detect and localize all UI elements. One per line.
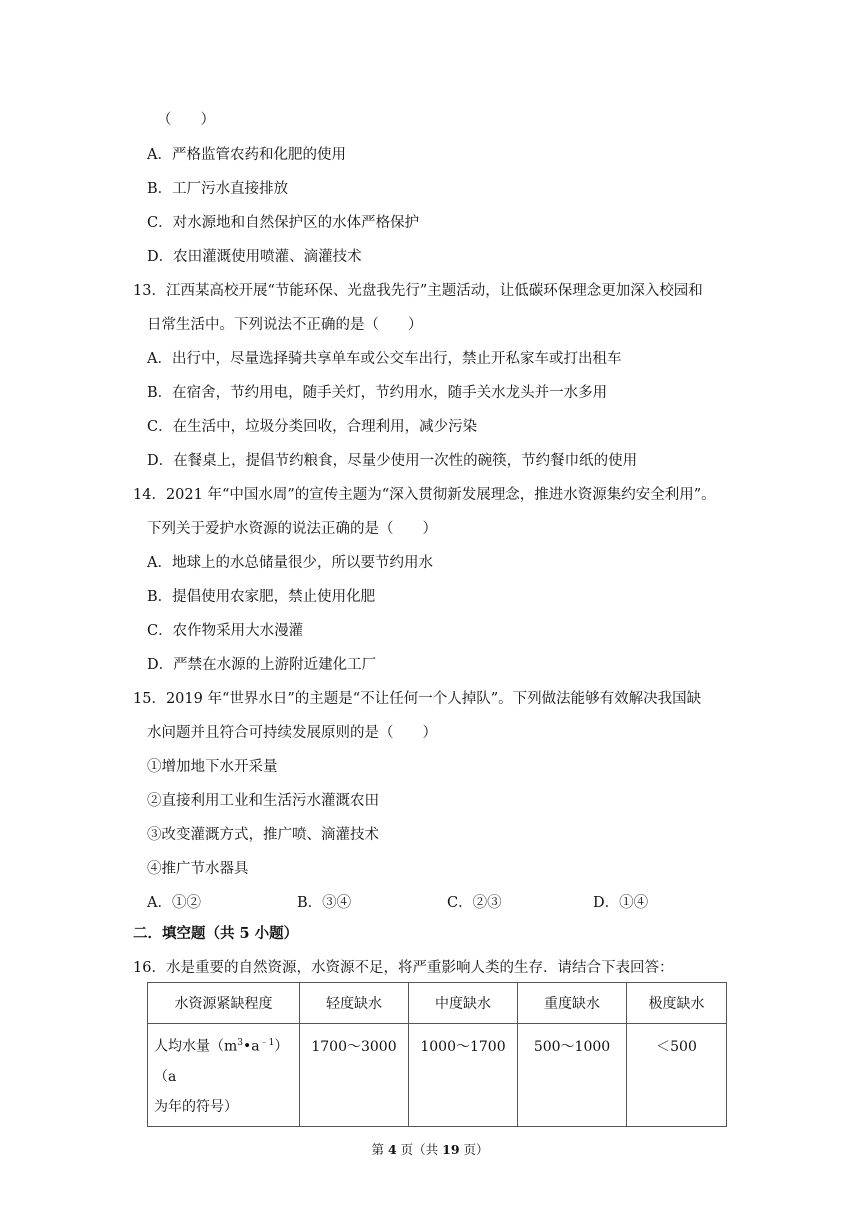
water-scarcity-table (147, 982, 727, 1127)
q12-bracket: （ ） (157, 112, 215, 128)
table-header-cell: 中度缺水 (409, 983, 518, 1024)
row-label-superscript: 3 (237, 1038, 244, 1048)
q16-stem: 16．水是重要的自然资源，水资源不足，将严重影响人类的生存．请结合下表回答： (133, 960, 674, 976)
q15-stem-line2: 水问题并且符合可持续发展原则的是（ ） (147, 725, 437, 741)
q15-choice-d: D．①④ (593, 895, 649, 911)
table-row (148, 1024, 727, 1127)
row-label-part: 人均水量（m (154, 1038, 238, 1055)
q14-stem-line1: 14．2021 年“中国水周”的宣传主题为“深入贯彻新发展理念，推进水资源集约安全利用”。 (133, 487, 716, 503)
q14-option-a: A．地球上的水总储量很少，所以要节约用水 (147, 555, 433, 571)
footer-middle: 页（共 (396, 1142, 443, 1157)
row-label-part: ）（a (154, 1038, 289, 1085)
q15-choice-a: A．①② (147, 895, 201, 911)
q13-option-a: A．出行中，尽量选择骑共享单车或公交车出行，禁止开私家车或打出租车 (147, 351, 622, 367)
footer-total-pages: 19 (442, 1142, 460, 1157)
row-label-part: 为年的符号） (154, 1098, 238, 1115)
q13-option-d: D．在餐桌上，提倡节约粮食，尽量少使用一次性的碗筷，节约餐巾纸的使用 (147, 453, 638, 469)
table-row-label (148, 1024, 300, 1127)
footer-prefix: 第 (371, 1142, 388, 1157)
section-heading-fill-in: 二．填空题（共 5 小题） (133, 925, 299, 942)
table-header-row (148, 983, 727, 1024)
q15-item-1: ①增加地下水开采量 (147, 759, 278, 775)
q12-option-a: A．严格监管农药和化肥的使用 (147, 147, 346, 163)
q14-option-c: C．农作物采用大水漫灌 (147, 623, 304, 639)
q14-option-d: D．严禁在水源的上游附近建化工厂 (147, 657, 377, 673)
q15-item-2: ②直接利用工业和生活污水灌溉农田 (147, 793, 379, 809)
table-cell: 1700～3000 (300, 1024, 409, 1127)
page-footer (0, 1140, 860, 1158)
table-header-cell: 极度缺水 (627, 983, 727, 1024)
q15-choice-b: B．③④ (297, 895, 352, 911)
table-cell: 500～1000 (518, 1024, 627, 1127)
q13-option-b: B．在宿舍，节约用电，随手关灯，节约用水，随手关水龙头并一水多用 (147, 385, 608, 401)
table-header-cell: 轻度缺水 (300, 983, 409, 1024)
q12-option-b: B．工厂污水直接排放 (147, 181, 289, 197)
q14-stem-line2: 下列关于爱护水资源的说法正确的是（ ） (147, 521, 437, 537)
footer-page-number: 4 (387, 1142, 397, 1157)
q15-choice-c: C．②③ (447, 895, 502, 911)
q13-stem-line1: 13．江西某高校开展“节能环保、光盘我先行”主题活动，让低碳环保理念更加深入校园和 (133, 283, 703, 299)
q12-option-d: D．农田灌溉使用喷灌、滴灌技术 (147, 249, 362, 265)
q15-item-4: ④推广节水器具 (147, 861, 249, 877)
row-label-part: •a (243, 1038, 260, 1055)
q12-option-c: C．对水源地和自然保护区的水体严格保护 (147, 215, 420, 231)
table-cell: 1000～1700 (409, 1024, 518, 1127)
q13-stem-line2: 日常生活中。下列说法不正确的是（ ） (147, 317, 423, 333)
q15-stem-line1: 15．2019 年“世界水日”的主题是“不让任何一个人掉队”。下列做法能够有效解决我国缺 (133, 691, 702, 707)
table-header-cell: 水资源紧缺程度 (148, 983, 300, 1024)
footer-suffix: 页） (459, 1142, 489, 1157)
row-label-superscript: ﹣1 (259, 1038, 275, 1048)
table-header-cell: 重度缺水 (518, 983, 627, 1024)
q14-option-b: B．提倡使用农家肥，禁止使用化肥 (147, 589, 376, 605)
q13-option-c: C．在生活中，垃圾分类回收，合理利用，减少污染 (147, 419, 478, 435)
table-cell: ＜500 (627, 1024, 727, 1127)
q15-item-3: ③改变灌溉方式，推广喷、滴灌技术 (147, 827, 379, 843)
